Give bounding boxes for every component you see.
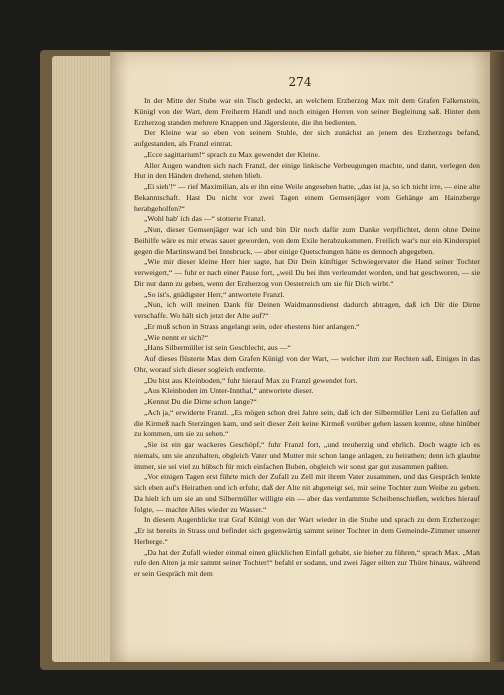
paragraph: „So ist's, gnädigster Herr,“ antwortete Franzl. xyxy=(144,289,285,299)
paragraph: „Da hat der Zufall wieder einmal einen glücklichen Einfall gehabt, sie hieher zu führen,“ sprach Max. „Man rufe den Alten ja mir sammt seiner Tochter!“ befahl er sodann, und zwei Jäger eilten zur Thüre hinaus, während er sein Gespräch mit dem xyxy=(134,547,480,578)
page-text xyxy=(134,96,480,580)
paragraph: „Ecce sagittarium!“ sprach zu Max gewendet der Kleine. xyxy=(144,149,321,159)
paragraph: In der Mitte der Stube war ein Tisch gedeckt, an welchem Erzherzog Max mit dem Grafen Falkenstein, Künigl von der Wart, dem Freiherrn Handl und noch einigen Herren von seiner Begleitung saß. Hinter dem Erzherzog standen mehrere Knappen und Jägersleute, die ihn bedienten. xyxy=(134,96,480,127)
paragraph: Der Kleine war so eben von seinem Stuhle, der sich zunächst an jenem des Erzherzogs befand, aufgestanden, als Franzl eintrat. xyxy=(134,128,480,148)
paragraph: „Ach ja,“ erwiderte Franzl. „Es mögen schon drei Jahre sein, daß ich der Silbermüller Leni zu Gefallen auf die Kirmeß nach Sterzingen kam, und seit dieser Zeit keine Kirmeß vorüber gehen lassen konnte, ohne hinüber zu kommen, um sie zu sehen.“ xyxy=(134,407,480,439)
paragraph: „Wie mir dieser kleine Herr hier sagte, hat Dir Dein künftiger Schwiegervater die Hand seiner Tochter verweigert,“ — fuhr er nach einer Pause fort, „weil Du bei ihm verleumdet worden, und hat geschworen, — sie Dir nur dann zu geben, wenn der Erzherzog von Oesterreich um sie für Dich wirbt.“ xyxy=(134,257,480,288)
paragraph: „Kennst Du die Dirne schon lange?“ xyxy=(144,397,257,406)
paragraph: „Vor einigen Tagen erst führte mich der Zufall zu Zell mit ihrem Vater zusammen, und das Gespräch lenkte sich eben auf's Heirathen und ich erfuhr, daß der Alte nit abgeneigt sei, mir seine Tochter zum Weibe zu geben. Da hielt ich um sie an und Silbermüller willigte ein — aber das verdammte Scheibenschießen, welches hierauf folgte, — machte Alles wieder zu Wasser.“ xyxy=(134,472,480,514)
book-spine-edge xyxy=(488,52,504,662)
paragraph: „Ei sieh'!“ — rief Maximilian, als er ihn eine Weile angesehen hatte, „das ist ja, so ich nicht irre, — eine alte Bekanntschaft. Hast Du nicht vor zwei Tagen einem Gemsenjäger vom Gehänge am Hainzberge herabgeholfen?“ xyxy=(134,182,480,213)
paragraph: „Nun, dieser Gemsenjäger war ich und bin Dir noch dafür zum Danke verpflichtet, denn ohne Deine Beihilfe wäre es mir etwas sauer geworden, von dem Exile herabzukommen. Freilich war's nur ein Kinderspiel gegen die Martinswand bei Innsbruck, — aber einige Quetschungen hätte es dennoch abgegeben. xyxy=(134,225,480,256)
page-number: 274 xyxy=(288,75,312,89)
paragraph: „Er muß schon in Strass angelangt sein, oder ehestens hier anlangen.“ xyxy=(144,321,360,331)
paragraph: In diesem Augenblicke trat Graf Künigl von der Wart wieder in die Stube und sprach zu dem Erzherzoge: „Er ist bereits in Strass und befindet sich gegenwärtig sammt seiner Tochter in dem Gemeinde-Zimmer unserer Herberge.“ xyxy=(134,515,480,546)
paragraph: „Aus Kleinboden im Unter-Innthal,“ antwortete dieser. xyxy=(144,386,314,396)
paragraph: „Sie ist ein gar wackeres Geschöpf,“ fuhr Franzl fort, „und treuherzig und ehrlich. Doch wagte ich es niemals, um sie anzuhalten, obgleich Vater und Mutter mir schon lange anlagen, zu heirathen; denn ich glaubte immer, sie sei viel zu hübsch für mich einfachen Buben, obgleich wir sonst gar gut zusammen paßten. xyxy=(134,440,480,471)
paragraph: „Nun, ich will meinen Dank für Deinen Waidmannsdienst dadurch abtragen, daß ich Dir die Dirne verschaffe. Wo hält sich jetzt der Alte auf?“ xyxy=(134,300,480,320)
paragraph: „Hans Silbermüller ist sein Geschlecht, aus —“ xyxy=(144,343,291,353)
paragraph: „Wohl hab' ich das —“ stotterte Franzl. xyxy=(144,214,266,224)
paragraph: Auf dieses flüsterte Max dem Grafen Künigl von der Wart, — welcher ihm zur Rechten saß, Einiges in das Ohr, worauf sich dieser sogleich entfernte. xyxy=(134,354,480,374)
paragraph: „Wie nennt er sich?“ xyxy=(144,332,209,342)
paragraph: Aller Augen wandten sich nach Franzl, der einige linkische Verbeugungen machte, und dann, verlegen den Hut in den Händen drehend, stehen blieb. xyxy=(134,160,480,181)
book-page xyxy=(110,52,490,662)
paragraph: „Du bist aus Kleinboden,“ fuhr hierauf Max zu Franzl gewendet fort. xyxy=(144,375,358,385)
